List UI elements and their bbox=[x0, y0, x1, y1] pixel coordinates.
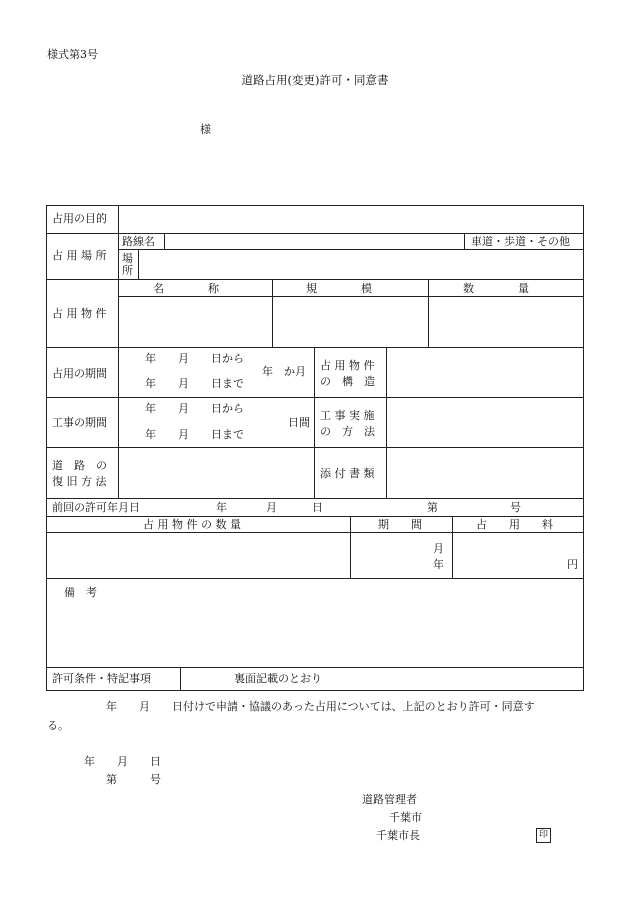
remarks-label: 備 考 bbox=[64, 586, 97, 599]
method-label-top: 工 事 実 施 bbox=[320, 409, 375, 422]
conditions-value: 裏面記載のとおり bbox=[234, 672, 322, 685]
object-name-header: 名 称 bbox=[153, 282, 219, 295]
period-to: 年 月 日まで bbox=[145, 377, 244, 390]
restore-label-bottom: 復 旧 方 法 bbox=[52, 475, 107, 488]
issue-date: 年 月 日 bbox=[84, 755, 161, 768]
fee-period-year: 年 bbox=[433, 558, 444, 571]
location-label: 占 用 場 所 bbox=[52, 249, 107, 262]
object-label: 占 用 物 件 bbox=[52, 307, 107, 320]
previous-number-suffix: 号 bbox=[510, 501, 521, 514]
statement-line-1: 年 月 日付けで申請・協議のあった占用については、上記のとおり許可・同意す bbox=[106, 700, 535, 713]
period-from: 年 月 日から bbox=[145, 352, 244, 365]
road-type-options: 車道・歩道・その他 bbox=[471, 235, 570, 248]
previous-year: 年 bbox=[216, 501, 227, 514]
route-name-label: 路線名 bbox=[122, 235, 155, 248]
document-title: 道路占用(変更)許可・同意書 bbox=[241, 73, 389, 87]
attachments-label: 添 付 書 類 bbox=[320, 467, 375, 480]
construction-to: 年 月 日まで bbox=[145, 428, 244, 441]
construction-period-label: 工事の期間 bbox=[52, 416, 107, 429]
issue-number: 第 号 bbox=[106, 773, 161, 786]
fee-yen: 円 bbox=[567, 558, 578, 571]
place-label-top: 場 bbox=[122, 252, 133, 265]
fee-period-month: 月 bbox=[433, 542, 444, 555]
object-scale-header: 規 模 bbox=[306, 282, 372, 295]
fee-period-header: 期 間 bbox=[378, 518, 422, 531]
addressee-suffix: 様 bbox=[200, 123, 211, 136]
fee-quantity-header: 占 用 物 件 の 数 量 bbox=[143, 518, 241, 531]
object-quantity-header: 数 量 bbox=[463, 282, 529, 295]
seal-mark: 印 bbox=[536, 828, 551, 843]
authority-city: 千葉市 bbox=[389, 811, 422, 824]
period-years-months: 年 か月 bbox=[262, 365, 306, 378]
previous-permit-label: 前回の許可年月日 bbox=[52, 501, 140, 514]
construction-days: 日間 bbox=[288, 416, 310, 429]
previous-day: 日 bbox=[312, 501, 323, 514]
restore-label-top: 道 路 の bbox=[52, 459, 107, 472]
period-label: 占用の期間 bbox=[52, 367, 107, 380]
structure-label-top: 占 用 物 件 bbox=[320, 359, 375, 372]
method-label-bottom: の 方 法 bbox=[320, 425, 375, 438]
structure-label-bottom: の 構 造 bbox=[320, 375, 375, 388]
purpose-label: 占用の目的 bbox=[52, 212, 107, 225]
conditions-label: 許可条件・特記事項 bbox=[52, 672, 151, 685]
construction-from: 年 月 日から bbox=[145, 402, 244, 415]
fee-amount-header: 占 用 料 bbox=[476, 518, 553, 531]
form-number: 様式第3号 bbox=[47, 48, 98, 61]
authority-label: 道路管理者 bbox=[362, 793, 417, 806]
authority-mayor: 千葉市長 bbox=[376, 829, 420, 842]
statement-line-2: る。 bbox=[47, 719, 69, 732]
previous-number-prefix: 第 bbox=[427, 501, 438, 514]
place-label-bottom: 所 bbox=[122, 264, 133, 277]
previous-month: 月 bbox=[266, 501, 277, 514]
